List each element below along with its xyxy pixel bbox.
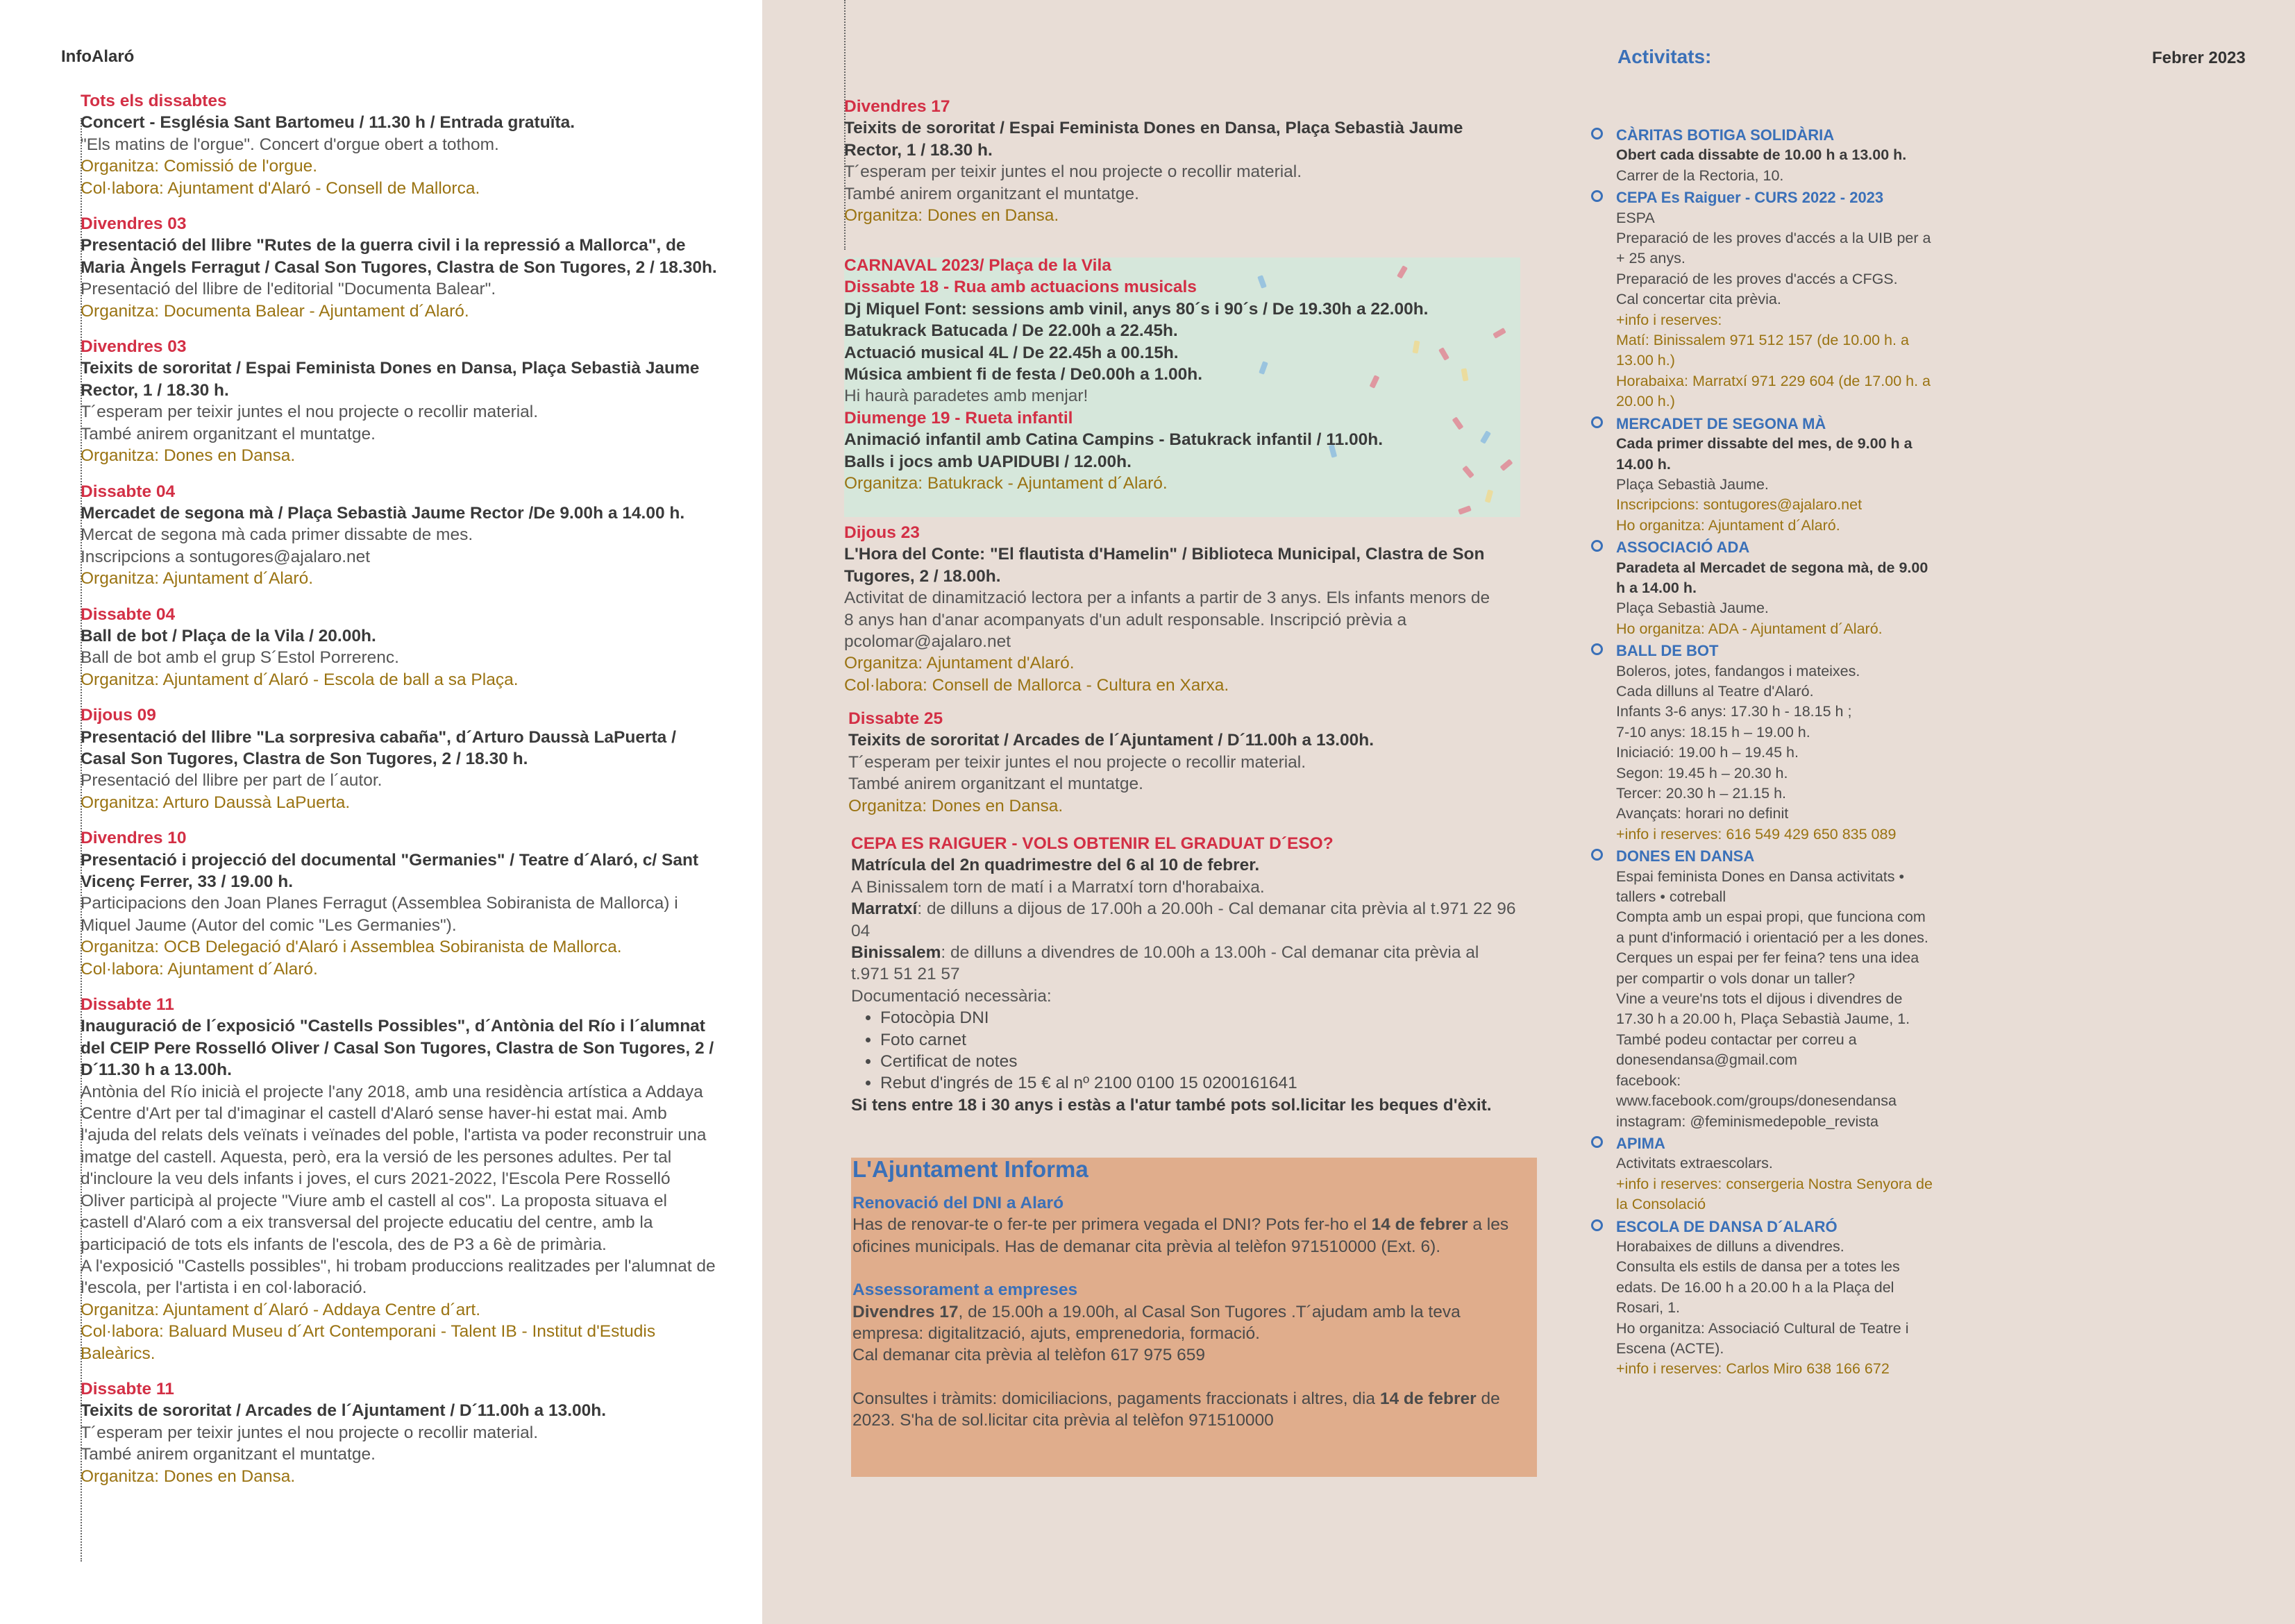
activity-line: +info i reserves: Carlos Miro 638 166 672 (1616, 1360, 1890, 1378)
activity-line: facebook: www.facebook.com/groups/donesendansa (1616, 1072, 1897, 1110)
activity-line: Paradeta al Mercadet de segona mà, de 9.00 h a 14.00 h. (1616, 559, 1928, 596)
activity-item (1616, 641, 1935, 845)
carnival-saturday: Dissabte 18 - Rua amb actuacions musicals (844, 278, 1197, 297)
event-description: T´esperam per teixir juntes el nou projecte o recollir material. També anirem organitzant el muntatge. (81, 1423, 539, 1464)
carnival-line: Dj Miquel Font: sessions amb vinil, anys 80´s i 90´s / De 19.30h a 22.00h. (844, 299, 1429, 319)
event-organizer: Organitza: Dones en Dansa. (81, 1466, 296, 1486)
carnival-title: CARNAVAL 2023/ Plaça de la Vila (844, 256, 1111, 275)
cepa-docs-title: Documentació necessària: (851, 986, 1052, 1006)
event-date: Dijous 09 (81, 706, 156, 725)
left-events-column (81, 90, 719, 1501)
event-date: Dijous 23 (844, 523, 920, 542)
activity-line: També podeu contactar per correu a donesendansa@gmail.com (1616, 1031, 1857, 1069)
event-collaborator: Col·labora: Ajuntament d´Alaró. (81, 959, 318, 979)
activity-item (1616, 1217, 1935, 1380)
bullet-icon (1591, 849, 1603, 861)
carnival-line: Música ambient fi de festa / De0.00h a 1.00h. (844, 365, 1203, 384)
activity-item (1616, 414, 1935, 536)
activity-line: Espai feminista Dones en Dansa activitats • tallers • cotreball (1616, 868, 1905, 906)
text: Consultes i tràmits: domiciliacions, pagaments fraccionats i altres, dia (852, 1389, 1380, 1408)
event-description: "Els matins de l'orgue". Concert d'orgue obert a tothom. (81, 135, 499, 154)
activity-item (1616, 187, 1935, 412)
activity-heading: BALL DE BOT (1616, 642, 1719, 660)
event-title: Inauguració de l´exposició "Castells Possibles", d´Antònia del Río i l´alumnat del CEIP Pere Rosselló Oliver / Casal Son Tugores, Clastra de Son Tugores, 2 / D´11.30 h a 13.00h. (81, 1017, 714, 1080)
event-title: Teixits de sororitat / Arcades de l´Ajuntament / D´11.00h a 13.00h. (81, 1401, 607, 1421)
ajuntament-business-phone: Cal demanar cita prèvia al telèfon 617 975 659 (852, 1346, 1206, 1365)
event-description: Antònia del Río inicià el projecte l'any 2018, amb una residència artística a Addaya Centre d'Art per tal d'imaginar el castell d'Alaró sense haver-hi estat mai. Amb l'ajuda del relats dels veïnats i veïnades del poble, l'artista va poder reconstruir una imatge del castell. Aquesta, però, era la versió de les persones adultes. Per tal d'incloure la veu dels infants i joves, el curs 2021-2022, l'Escola Pere Rosselló Oliver participà al projecte "Viure amb el castell al cos". La proposta situava el castell d'Alaró com a eix transversal del projecte educatiu del centre, amb la participació de tots els infants de l'escola, des de P3 a 6è de primària. A l'exposició "Castells possibles", hi trobam produccions realitzades per l'alumnat de l'escola, per l'artista i en col·laboració. (81, 1082, 716, 1298)
middle-events-lower (844, 522, 1501, 710)
event-date: Dissabte 04 (81, 604, 176, 624)
event-item (81, 336, 719, 466)
activity-line: Preparació de les proves d'accés a la UIB per a + 25 anys. (1616, 230, 1931, 267)
activity-line: Cal concertar cita prèvia. (1616, 291, 1781, 308)
activity-heading: ASSOCIACIÓ ADA (1616, 539, 1750, 557)
event-description: T´esperam per teixir juntes el nou projecte o recollir material. També anirem organitzant el muntatge. (848, 752, 1306, 794)
activity-line: Consulta els estils de dansa per a totes les edats. De 16.00 h a 20.00 h a la Plaça del Rosari, 1. (1616, 1258, 1900, 1317)
activity-line: Boleros, jotes, fandangos i mateixes. (1616, 662, 1860, 679)
activity-heading: CEPA Es Raiguer - CURS 2022 - 2023 (1616, 189, 1884, 207)
activity-line: Cada primer dissabte del mes, de 9.00 h a 14.00 h. (1616, 435, 1912, 473)
text: a les oficines municipals. Has de demanar cita prèvia al telèfon 971510000 (Ext. 6). (852, 1215, 1509, 1256)
event-organizer: Organitza: Dones en Dansa. (848, 796, 1064, 815)
cepa-title: CEPA ES RAIGUER - VOLS OBTENIR EL GRADUAT D´ESO? (851, 834, 1334, 853)
activity-line: Iniciació: 19.00 h – 19.45 h. (1616, 744, 1799, 761)
ajuntament-business-title: Assessorament a empreses (852, 1280, 1078, 1300)
activity-heading: MERCADET DE SEGONA MÀ (1616, 414, 1826, 432)
ajuntament-consults-text (852, 1388, 1519, 1432)
event-title: Presentació del llibre "La sorpresiva cabaña", d´Arturo Daussà LaPuerta / Casal Son Tugores, Clastra de Son Tugores, 2 / 18.30 h. (81, 727, 676, 768)
cepa-marratxi (851, 898, 1518, 942)
activity-line: Horabaixes de dilluns a divendres. (1616, 1237, 1844, 1255)
activity-item (1616, 125, 1935, 186)
event-item (81, 1378, 719, 1487)
activity-line: 7-10 anys: 18.15 h – 19.00 h. (1616, 723, 1810, 741)
event-title: L'Hora del Conte: "El flautista d'Hamelin" / Biblioteca Municipal, Clastra de Son Tugores, 2 / 18.00h. (844, 545, 1485, 586)
event-title: Teixits de sororitat / Espai Feminista Dones en Dansa, Plaça Sebastià Jaume Rector, 1 / 18.30 h. (844, 119, 1463, 160)
cepa-binissalem-label: Binissalem (851, 943, 941, 963)
cepa-binissalem-text: : de dilluns a divendres de 10.00h a 13.00h - Cal demanar cita prèvia al t.971 51 21 57 (851, 943, 1479, 984)
cepa-enrollment: Matrícula del 2n quadrimestre del 6 al 10 de febrer. (851, 856, 1260, 875)
activity-line: Tercer: 20.30 h – 21.15 h. (1616, 785, 1787, 802)
activity-item (1616, 846, 1935, 1132)
activity-line: Infants 3-6 anys: 17.30 h - 18.15 h ; (1616, 703, 1852, 720)
activity-line: instagram: @feminismedepoble_revista (1616, 1113, 1878, 1130)
cepa-marratxi-text: : de dilluns a dijous de 17.00h a 20.00h - Cal demanar cita prèvia al t.971 22 96 04 (851, 899, 1516, 940)
bullet-icon (1591, 1219, 1603, 1231)
activity-line: Cerques un espai per fer feina? tens una idea per compartir o vols donar un taller? (1616, 949, 1919, 987)
confetti (1458, 505, 1472, 515)
list-item: • Rebut d'ingrés de 15 € al nº 2100 0100 15 0200161641 (880, 1072, 1518, 1094)
middle-events-column (844, 96, 1522, 240)
cepa-section (851, 833, 1518, 1116)
activity-line: Compta amb un espai propi, que funciona com a punt d'informació i orientació per a les dones. (1616, 908, 1928, 946)
activity-line: Ho organitza: Associació Cultural de Teatre i Escena (ACTE). (1616, 1319, 1909, 1357)
event-organizer: Organitza: Dones en Dansa. (844, 206, 1059, 226)
activity-line: Ho organitza: ADA - Ajuntament d´Alaró. (1616, 620, 1883, 637)
event-description: Participacions den Joan Planes Ferragut (Assemblea Sobiranista de Mallorca) i Miquel Jaume (Autor del comic "Les Germanies"). (81, 894, 678, 935)
event-item (81, 90, 719, 199)
carnival-line: Balls i jocs amb UAPIDUBI / 12.00h. (844, 452, 1132, 471)
carnival-organizer: Organitza: Batukrack - Ajuntament d´Alaró. (844, 474, 1168, 493)
list-item: • Certificat de notes (880, 1051, 1518, 1072)
event-organizer: Organitza: Arturo Daussà LaPuerta. (81, 793, 351, 812)
activity-line: Obert cada dissabte de 10.00 h a 13.00 h. (1616, 146, 1907, 164)
bullet-icon (1591, 416, 1603, 428)
event-collaborator: Col·labora: Baluard Museu d´Art Contemporani - Talent IB - Institut d'Estudis Baleàrics. (81, 1322, 656, 1363)
event-title: Ball de bot / Plaça de la Vila / 20.00h. (81, 626, 376, 645)
event-date: Divendres 03 (81, 214, 187, 234)
event-divendres-17 (844, 96, 1522, 226)
event-dissabte-25 (848, 708, 1515, 817)
activity-heading: ESCOLA DE DANSA D´ALARÓ (1616, 1217, 1838, 1235)
brand: InfoAlaró (61, 47, 135, 66)
activity-line: Carrer de la Rectoria, 10. (1616, 167, 1784, 184)
event-description: Ball de bot amb el grup S´Estol Porrerenc. (81, 648, 399, 668)
event-item (81, 994, 719, 1364)
carnival-section (844, 255, 1522, 494)
event-title: Teixits de sororitat / Arcades de l´Ajuntament / D´11.00h a 13.00h. (848, 731, 1375, 750)
event-organizer: Organitza: Ajuntament d´Alaró - Escola de ball a sa Plaça. (81, 670, 519, 689)
event-organizer: Organitza: Dones en Dansa. (81, 446, 296, 466)
cepa-docs-list (851, 1007, 1518, 1094)
activity-heading: DONES EN DANSA (1616, 847, 1755, 865)
text: Has de renovar-te o fer-te per primera vegada el DNI? Pots fer-ho el (852, 1215, 1372, 1235)
activity-line: Cada dilluns al Teatre d'Alaró. (1616, 682, 1814, 700)
ajuntament-section (852, 1156, 1519, 1432)
activities-title: Activitats: (1617, 46, 1712, 67)
list-item: • Fotocòpia DNI (880, 1007, 1518, 1029)
activity-line: Inscripcions: sontugores@ajalaro.net (1616, 496, 1863, 514)
text: , de 15.00h a 19.00h, al Casal Son Tugores .T´ajudam amb la teva empresa: digitalització, ajuts, emprenedoria, formació. (852, 1302, 1461, 1344)
text-bold: 14 de febrer (1379, 1389, 1477, 1408)
ajuntament-business-text (852, 1301, 1519, 1345)
activity-heading: APIMA (1616, 1134, 1665, 1152)
bullet-icon (1591, 643, 1603, 655)
text: de 2023. S'ha de sol.licitar cita prèvia al telèfon 971510000 (852, 1389, 1500, 1430)
bullet-icon (1591, 540, 1603, 552)
cepa-shifts: A Binissalem torn de matí i a Marratxí torn d'horabaixa. (851, 877, 1265, 897)
event-date: Dissabte 04 (81, 482, 176, 501)
event-date: Divendres 17 (844, 97, 950, 116)
event-description: T´esperam per teixir juntes el nou projecte o recollir material. També anirem organitzant el muntatge. (844, 162, 1302, 203)
event-date: Tots els dissabtes (81, 92, 227, 110)
event-organizer: Organitza: Ajuntament d´Alaró. (81, 569, 314, 589)
event-item (81, 704, 719, 813)
event-description: Presentació del llibre per part de l´autor. (81, 771, 382, 790)
event-organizer: Organitza: Ajuntament d'Alaró. (844, 654, 1075, 673)
activity-line: Activitats extraescolars. (1616, 1155, 1773, 1172)
cepa-marratxi-label: Marratxí (851, 899, 918, 919)
event-date: Dissabte 11 (81, 1379, 174, 1398)
event-description: Mercat de segona mà cada primer dissabte de mes. Inscripcions a sontugores@ajalaro.net (81, 525, 473, 566)
activity-line: ESPA (1616, 209, 1655, 226)
ajuntament-dni-text (852, 1214, 1519, 1258)
carnival-line: Actuació musical 4L / De 22.45h a 00.15h. (844, 343, 1179, 362)
activity-line: Matí: Binissalem 971 512 157 (de 10.00 h. a 13.00 h.) (1616, 332, 1909, 369)
activity-item (1616, 1133, 1935, 1215)
event-title: Concert - Església Sant Bartomeu / 11.30 h / Entrada gratuïta. (81, 113, 575, 133)
event-dijous-23 (844, 522, 1501, 696)
event-description: T´esperam per teixir juntes el nou projecte o recollir material. També anirem organitzant el muntatge. (81, 403, 539, 443)
text-bold: 14 de febrer (1371, 1215, 1468, 1235)
issue-date: Febrer 2023 (2152, 49, 2246, 67)
event-organizer: Organitza: Documenta Balear - Ajuntament d´Alaró. (81, 301, 469, 321)
event-title: Teixits de sororitat / Espai Feminista Dones en Dansa, Plaça Sebastià Jaume Rector, 1 / 18.30 h. (81, 359, 700, 400)
event-collaborator: Col·labora: Consell de Mallorca - Cultura en Xarxa. (844, 675, 1229, 695)
activity-line: Plaça Sebastià Jaume. (1616, 600, 1769, 617)
event-description: Activitat de dinamització lectora per a infants a partir de 3 anys. Els infants menors de 8 anys han d'anar acompanyats d'un adult responsable. Inscripció prèvia a pcolomar@ajalaro.net (844, 589, 1490, 652)
event-item (81, 827, 719, 980)
event-organizer: Organitza: Ajuntament d´Alaró - Addaya Centre d´art. (81, 1300, 481, 1319)
activity-item (1616, 537, 1935, 639)
event-organizer: Organitza: Comissió de l'orgue. (81, 157, 318, 176)
bullet-icon (1591, 190, 1603, 202)
event-title: Mercadet de segona mà / Plaça Sebastià Jaume Rector /De 9.00h a 14.00 h. (81, 503, 685, 523)
carnival-line: Hi haurà paradetes amb menjar! (844, 387, 1088, 406)
activity-line: Horabaixa: Marratxí 971 229 604 (de 17.00 h. a 20.00 h.) (1616, 372, 1931, 410)
carnival-line: Animació infantil amb Catina Campins - Batukrack infantil / 11.00h. (844, 430, 1384, 450)
text-bold: Divendres 17 (852, 1302, 959, 1321)
ajuntament-dni-title: Renovació del DNI a Alaró (852, 1194, 1064, 1212)
event-item (81, 213, 719, 322)
activity-line: Segon: 19.45 h – 20.30 h. (1616, 764, 1788, 781)
list-item: • Foto carnet (880, 1029, 1518, 1051)
activity-line: Preparació de les proves d'accés a CFGS. (1616, 270, 1898, 287)
bullet-icon (1591, 128, 1603, 139)
cepa-note: Si tens entre 18 i 30 anys i estàs a l'atur també pots sol.licitar les beques d'èxit. (851, 1095, 1492, 1115)
activities-column (1616, 125, 1935, 1381)
event-organizer: Organitza: OCB Delegació d'Alaró i Assemblea Sobiranista de Mallorca. (81, 938, 622, 957)
ajuntament-title: L'Ajuntament Informa (852, 1156, 1088, 1182)
event-title: Presentació i projecció del documental "Germanies" / Teatre d´Alaró, c/ Sant Vicenç Ferrer, 33 / 19.00 h. (81, 850, 699, 891)
event-description: Presentació del llibre de l'editorial "Documenta Balear". (81, 280, 496, 299)
event-date: Dissabte 11 (81, 995, 174, 1015)
activity-heading: CÀRITAS BOTIGA SOLIDÀRIA (1616, 126, 1835, 144)
activity-line: Plaça Sebastià Jaume. (1616, 475, 1769, 493)
event-collaborator: Col·labora: Ajuntament d'Alaró - Consell de Mallorca. (81, 178, 480, 198)
activity-line: +info i reserves: consergeria Nostra Senyora de la Consolació (1616, 1175, 1933, 1213)
activity-line: Ho organitza: Ajuntament d´Alaró. (1616, 516, 1840, 534)
cepa-binissalem (851, 942, 1518, 986)
activity-line: Avançats: horari no definit (1616, 805, 1789, 822)
event-date: Divendres 03 (81, 337, 187, 357)
activity-line: Vine a veure'ns tots el dijous i divendres de 17.30 h a 20.00 h, Plaça Sebastià Jaume, 1. (1616, 990, 1910, 1028)
event-date: Dissabte 25 (848, 709, 943, 728)
event-date: Divendres 10 (81, 829, 187, 848)
event-item (81, 604, 719, 691)
carnival-line: Batukrack Batucada / De 22.00h a 22.45h. (844, 321, 1178, 341)
event-item (81, 481, 719, 590)
bullet-icon (1591, 1136, 1603, 1148)
event-title: Presentació del llibre "Rutes de la guerra civil i la repressió a Mallorca", de Maria Àngels Ferragut / Casal Son Tugores, Clastra de Son Tugores, 2 / 18.30h. (81, 236, 717, 277)
carnival-sunday: Diumenge 19 - Rueta infantil (844, 408, 1073, 428)
activity-line: +info i reserves: 616 549 429 650 835 089 (1616, 825, 1897, 843)
activity-line: +info i reserves: (1616, 311, 1722, 328)
